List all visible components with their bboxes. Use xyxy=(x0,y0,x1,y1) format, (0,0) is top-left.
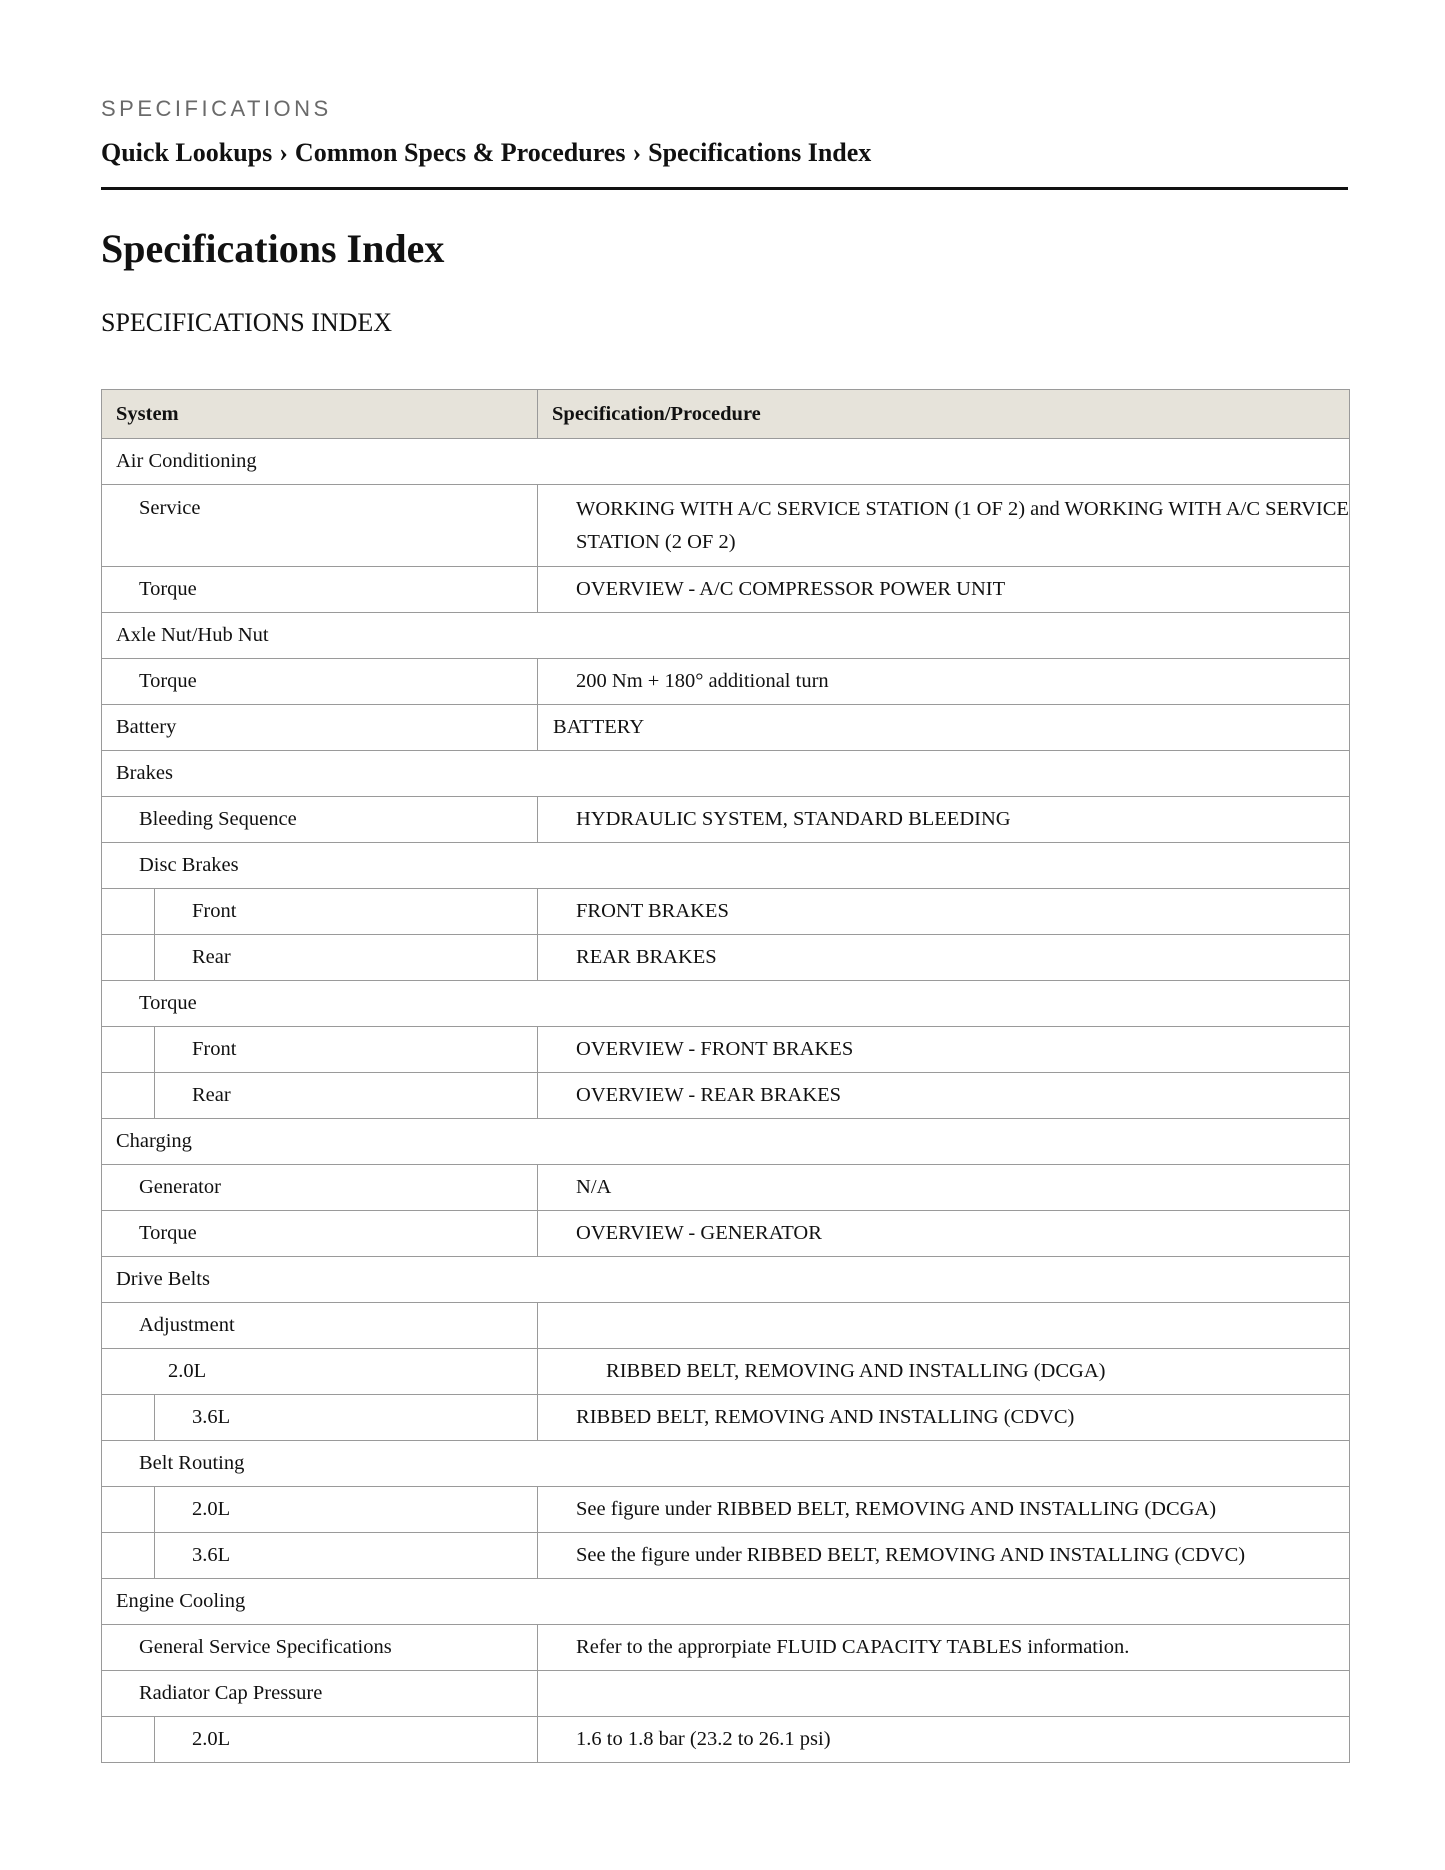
page-title: Specifications Index xyxy=(101,226,445,271)
row-value[interactable]: See figure under RIBBED BELT, REMOVING AND INSTALLING (DCGA) xyxy=(538,1487,1350,1533)
row-label: Disc Brakes xyxy=(102,843,1350,889)
row-label: Front xyxy=(155,889,538,935)
row-label: Brakes xyxy=(102,751,1350,797)
row-label: 2.0L xyxy=(155,1717,538,1763)
row-value-empty xyxy=(538,1303,1350,1349)
header-divider xyxy=(101,187,1348,190)
table-row xyxy=(102,705,1350,751)
row-label: Rear xyxy=(155,935,538,981)
row-label: Belt Routing xyxy=(102,1441,1350,1487)
indent-cell xyxy=(102,1717,155,1763)
row-value[interactable]: OVERVIEW - REAR BRAKES xyxy=(538,1073,1350,1119)
table-row xyxy=(102,1027,1350,1073)
table-row xyxy=(102,1441,1350,1487)
table-header-row xyxy=(102,390,1350,439)
row-value[interactable]: HYDRAULIC SYSTEM, STANDARD BLEEDING xyxy=(538,797,1350,843)
table-row xyxy=(102,1533,1350,1579)
row-label: Air Conditioning xyxy=(102,439,1350,485)
table-row xyxy=(102,1257,1350,1303)
table-row xyxy=(102,1165,1350,1211)
row-value[interactable]: BATTERY xyxy=(538,705,1350,751)
row-label: Generator xyxy=(102,1165,538,1211)
row-label: Torque xyxy=(102,659,538,705)
table-row xyxy=(102,1211,1350,1257)
row-label: Torque xyxy=(102,981,1350,1027)
table-row xyxy=(102,889,1350,935)
row-label: Radiator Cap Pressure xyxy=(102,1671,538,1717)
table-row xyxy=(102,1579,1350,1625)
indent-cell xyxy=(102,1395,155,1441)
table-row xyxy=(102,439,1350,485)
row-value[interactable]: OVERVIEW - GENERATOR xyxy=(538,1211,1350,1257)
row-label: 2.0L xyxy=(155,1487,538,1533)
table-row xyxy=(102,1073,1350,1119)
row-value[interactable]: FRONT BRAKES xyxy=(538,889,1350,935)
row-value[interactable]: RIBBED BELT, REMOVING AND INSTALLING (CDVC) xyxy=(538,1395,1350,1441)
row-value-empty xyxy=(538,1671,1350,1717)
table-row xyxy=(102,1717,1350,1763)
indent-cell xyxy=(102,1487,155,1533)
row-label: Bleeding Sequence xyxy=(102,797,538,843)
column-header-system: System xyxy=(102,390,538,439)
indent-cell xyxy=(102,1027,155,1073)
table-row xyxy=(102,797,1350,843)
indent-cell xyxy=(102,889,155,935)
row-value[interactable]: WORKING WITH A/C SERVICE STATION (1 OF 2) and WORKING WITH A/C SERVICE STATION (2 OF 2) xyxy=(538,485,1350,567)
row-label: Battery xyxy=(102,705,538,751)
table-row xyxy=(102,1349,1350,1395)
section-eyebrow: SPECIFICATIONS xyxy=(101,96,332,121)
row-label: 3.6L xyxy=(155,1395,538,1441)
row-value[interactable]: REAR BRAKES xyxy=(538,935,1350,981)
table-row xyxy=(102,1625,1350,1671)
table-row xyxy=(102,843,1350,889)
table-row xyxy=(102,981,1350,1027)
row-value[interactable]: RIBBED BELT, REMOVING AND INSTALLING (DCGA) xyxy=(538,1349,1350,1395)
table-row xyxy=(102,1119,1350,1165)
breadcrumb-item-current: Specifications Index xyxy=(648,138,872,167)
page-subtitle: SPECIFICATIONS INDEX xyxy=(101,308,393,337)
row-label: Torque xyxy=(102,567,538,613)
row-label: Axle Nut/Hub Nut xyxy=(102,613,1350,659)
table-row xyxy=(102,751,1350,797)
indent-cell xyxy=(102,1073,155,1119)
row-label: Torque xyxy=(102,1211,538,1257)
row-label: Adjustment xyxy=(102,1303,538,1349)
breadcrumb-item-common-specs[interactable]: Common Specs & Procedures xyxy=(294,138,626,167)
specifications-table xyxy=(101,389,1350,1763)
row-label: 3.6L xyxy=(155,1533,538,1579)
indent-cell xyxy=(102,935,155,981)
indent-cell xyxy=(102,1533,155,1579)
breadcrumb-separator: › xyxy=(279,138,288,167)
row-value: N/A xyxy=(538,1165,1350,1211)
table-row xyxy=(102,567,1350,613)
row-value[interactable]: Refer to the approrpiate FLUID CAPACITY TABLES information. xyxy=(538,1625,1350,1671)
column-header-specification: Specification/Procedure xyxy=(538,390,1350,439)
table-row xyxy=(102,1395,1350,1441)
table-row xyxy=(102,613,1350,659)
table-row xyxy=(102,1303,1350,1349)
breadcrumb xyxy=(101,138,871,168)
row-value: 1.6 to 1.8 bar (23.2 to 26.1 psi) xyxy=(538,1717,1350,1763)
row-value[interactable]: See the figure under RIBBED BELT, REMOVING AND INSTALLING (CDVC) xyxy=(538,1533,1350,1579)
table-row xyxy=(102,1487,1350,1533)
row-label: Charging xyxy=(102,1119,1350,1165)
row-label: Engine Cooling xyxy=(102,1579,1350,1625)
row-label: Rear xyxy=(155,1073,538,1119)
row-label: Drive Belts xyxy=(102,1257,1350,1303)
row-value: 200 Nm + 180° additional turn xyxy=(538,659,1350,705)
row-label: Front xyxy=(155,1027,538,1073)
table-row xyxy=(102,659,1350,705)
row-label: Service xyxy=(102,485,538,567)
breadcrumb-item-quick-lookups[interactable]: Quick Lookups xyxy=(101,138,273,167)
table-row xyxy=(102,935,1350,981)
breadcrumb-separator: › xyxy=(632,138,642,167)
row-label: 2.0L xyxy=(102,1349,538,1395)
table-row xyxy=(102,485,1350,567)
row-label: General Service Specifications xyxy=(102,1625,538,1671)
row-value[interactable]: OVERVIEW - FRONT BRAKES xyxy=(538,1027,1350,1073)
table-row xyxy=(102,1671,1350,1717)
row-value[interactable]: OVERVIEW - A/C COMPRESSOR POWER UNIT xyxy=(538,567,1350,613)
